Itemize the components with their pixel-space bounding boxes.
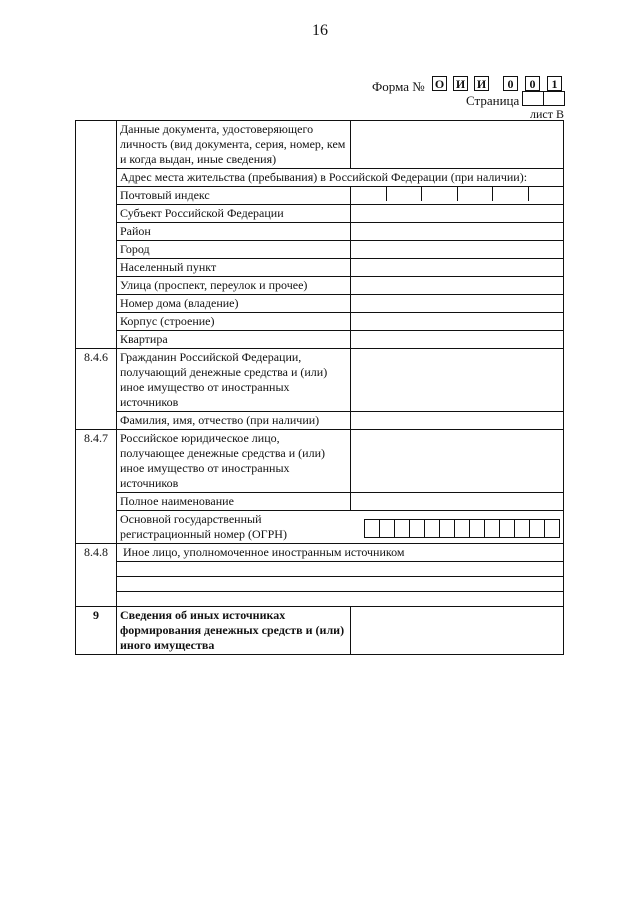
section-field[interactable] [351, 607, 564, 655]
page-number-cell[interactable] [522, 91, 544, 106]
form-code-cell: 0 [503, 76, 518, 91]
section-number: 8.4.8 [76, 544, 117, 607]
id-document-field[interactable] [351, 121, 564, 169]
ogrn-row [117, 511, 564, 544]
form-code-cell: И [474, 76, 489, 91]
form-code-cell: И [453, 76, 468, 91]
page-number: 16 [312, 22, 328, 39]
blank-line[interactable] [117, 577, 564, 592]
fio-label: Фамилия, имя, отчество (при наличии) [117, 412, 351, 430]
sheet-label: лист В [530, 107, 564, 121]
address-header: Адрес места жительства (пребывания) в Российской Федерации (при наличии): [117, 169, 564, 187]
street-label: Улица (проспект, переулок и прочее) [117, 277, 351, 295]
full-name-field[interactable] [351, 493, 564, 511]
section-field[interactable] [351, 430, 564, 493]
subject-field[interactable] [351, 205, 564, 223]
page-label: Страница [466, 93, 520, 108]
section-field[interactable] [351, 349, 564, 412]
page-number-cell[interactable] [543, 91, 565, 106]
form-code-cell: 1 [547, 76, 562, 91]
section-title: Российское юридическое лицо, получающее денежные средства и (или) иное имущество от иностранных источников [117, 430, 351, 493]
district-field[interactable] [351, 223, 564, 241]
blank-line[interactable] [117, 592, 564, 607]
building-field[interactable] [351, 313, 564, 331]
building-label: Корпус (строение) [117, 313, 351, 331]
subject-label: Субъект Российской Федерации [117, 205, 351, 223]
form-number-label: Форма № [372, 79, 425, 94]
section-title: Иное лицо, уполномоченное иностранным источником [117, 544, 564, 562]
postal-code-field[interactable] [351, 187, 564, 205]
postal-code-label: Почтовый индекс [117, 187, 351, 205]
section-number: 8.4.7 [76, 430, 117, 544]
house-field[interactable] [351, 295, 564, 313]
city-field[interactable] [351, 241, 564, 259]
number-cell [76, 121, 117, 349]
house-label: Номер дома (владение) [117, 295, 351, 313]
blank-line[interactable] [117, 562, 564, 577]
id-document-label: Данные документа, удостоверяющего личность (вид документа, серия, номер, кем и когда выдан, иные сведения) [117, 121, 351, 169]
apartment-field[interactable] [351, 331, 564, 349]
form-code-cell: 0 [525, 76, 540, 91]
settlement-field[interactable] [351, 259, 564, 277]
full-name-label: Полное наименование [117, 493, 351, 511]
settlement-label: Населенный пункт [117, 259, 351, 277]
section-title: Сведения об иных источниках формирования денежных средств и (или) иного имущества [117, 607, 351, 655]
city-label: Город [117, 241, 351, 259]
district-label: Район [117, 223, 351, 241]
form-table [75, 120, 564, 655]
apartment-label: Квартира [117, 331, 351, 349]
section-number: 8.4.6 [76, 349, 117, 430]
ogrn-label: Основной государственный регистрационный номер (ОГРН) [120, 512, 287, 541]
street-field[interactable] [351, 277, 564, 295]
section-number: 9 [76, 607, 117, 655]
section-title: Гражданин Российской Федерации, получающий денежные средства и (или) иное имущество от иностранных источников [117, 349, 351, 412]
ogrn-cells[interactable] [364, 519, 560, 538]
form-code-cell: О [432, 76, 447, 91]
fio-field[interactable] [351, 412, 564, 430]
